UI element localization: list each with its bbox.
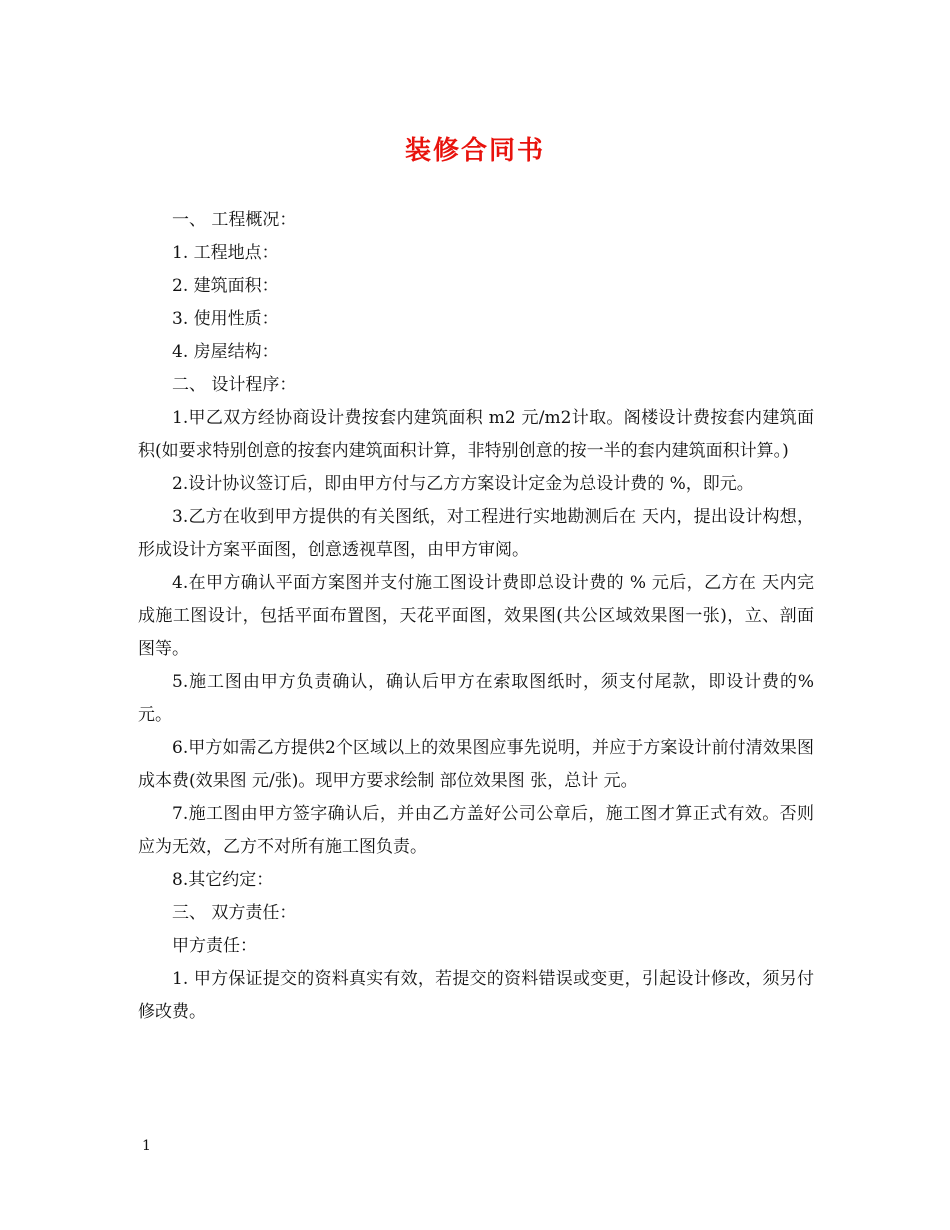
document-body bbox=[138, 204, 814, 1029]
clause-paragraph: 6.甲方如需乙方提供2个区域以上的效果图应事先说明，并应于方案设计前付清效果图成本费(效果图 元/张)。现甲方要求绘制 部位效果图 张，总计 元。 bbox=[138, 738, 814, 791]
clause-paragraph: 1.甲乙双方经协商设计费按套内建筑面积 m2 元/m2计取。阁楼设计费按套内建筑面积(如要求特别创意的按套内建筑面积计算，非特别创意的按一半的套内建筑面积计算。) bbox=[138, 408, 814, 461]
clause-paragraph: 5.施工图由甲方负责确认，确认后甲方在索取图纸时，须支付尾款，即设计费的% 元。 bbox=[138, 672, 814, 725]
section-heading-overview: 一、 工程概况： bbox=[172, 210, 297, 230]
list-item-usage: 3. 使用性质： bbox=[172, 309, 279, 329]
subheading-party-a: 甲方责任： bbox=[172, 936, 257, 956]
list-item-structure: 4. 房屋结构： bbox=[172, 342, 279, 362]
clause-paragraph: 4.在甲方确认平面方案图并支付施工图设计费即总设计费的 % 元后，乙方在 天内完成施工图设计，包括平面布置图，天花平面图，效果图(共公区域效果图一张)，立、剖面图等。 bbox=[138, 573, 814, 659]
clause-paragraph: 3.乙方在收到甲方提供的有关图纸，对工程进行实地勘测后在 天内，提出设计构想，形成设计方案平面图，创意透视草图，由甲方审阅。 bbox=[138, 507, 814, 560]
clause-paragraph: 1. 甲方保证提交的资料真实有效，若提交的资料错误或变更，引起设计修改，须另付修改费。 bbox=[138, 969, 814, 1022]
list-item-location: 1. 工程地点： bbox=[172, 243, 279, 263]
list-item-area: 2. 建筑面积： bbox=[172, 276, 279, 296]
section-heading-responsibilities: 三、 双方责任： bbox=[172, 903, 297, 923]
clause-paragraph: 2.设计协议签订后，即由甲方付与乙方方案设计定金为总设计费的 %，即元。 bbox=[172, 474, 754, 494]
document-title: 装修合同书 bbox=[404, 136, 545, 166]
section-heading-design-procedure: 二、 设计程序： bbox=[172, 375, 297, 395]
clause-paragraph: 8.其它约定： bbox=[172, 870, 274, 890]
clause-paragraph: 7.施工图由甲方签字确认后，并由乙方盖好公司公章后，施工图才算正式有效。否则应为无效，乙方不对所有施工图负责。 bbox=[138, 804, 814, 857]
page-number: 1 bbox=[142, 1138, 151, 1154]
